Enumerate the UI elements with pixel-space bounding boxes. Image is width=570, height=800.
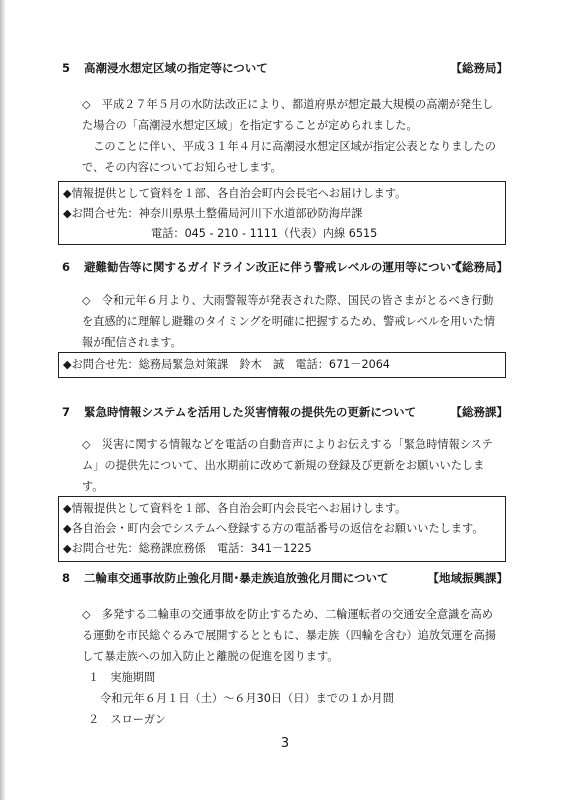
contact-line: ◆お問合せ先：総務課庶務係 電話：341－1225 — [63, 542, 312, 555]
section-title: 避難勧告等に関するガイドライン改正に伴う警戒レベルの運用等について — [84, 260, 463, 274]
section-6-heading — [62, 259, 508, 275]
paragraph: ◇ 多発する二輪車の交通事故を防止するため、二輪運転者の交通安全意識を高める運動を市民総ぐるみで展開するとともに、暴走族（四輪を含む）追放気運を高揚して暴走族への加入防止と離脱の促進を図ります。 — [82, 608, 496, 663]
list-item: １ 実施期間 — [88, 671, 156, 684]
paragraph: ◇ 災害に関する情報などを電話の自動音声によりお伝えする「緊急時情報システム」の提供先について、出水期前に改めて新規の登録及び更新をお願いいたします。 — [82, 438, 493, 493]
section-title: 高潮浸水想定区域の指定等について — [84, 61, 268, 75]
section-dept: 【地域振興課】 — [427, 571, 508, 585]
section-6-body — [82, 290, 502, 353]
request-line: ◆各自治会・町内会でシステムへ登録する方の電話番号の返信をお願いいたします。 — [63, 522, 484, 535]
section-5-heading — [62, 60, 508, 76]
info-line: ◆情報提供として資料を１部、各自治会町内会長宅へお届けします。 — [63, 502, 407, 515]
section-7-heading — [62, 404, 508, 420]
section-title: 二輪車交通事故防止強化月間･暴走族追放強化月間について — [84, 571, 389, 585]
phone-line: 電話：045 - 210 - 1111（代表）内線 6515 — [151, 227, 378, 240]
section-dept: 【総務課】 — [450, 405, 508, 419]
paragraph: ◇ 平成２７年５月の水防法改正により、都道府県が想定最大規模の高潮が発生した場合の「高潮浸水想定区域」を指定することが定められました。 — [82, 98, 494, 132]
contact-line: ◆お問合せ先：総務局緊急対策課 鈴木 誠 電話：671－2064 — [63, 358, 390, 371]
section-7-info-box — [58, 496, 506, 562]
list-item: ２ スローガン — [88, 713, 167, 726]
list-item: 令和元年６月１日（土）～６月30日（日）までの１か月間 — [100, 692, 394, 705]
info-line: ◆情報提供として資料を１部、各自治会町内会長宅へお届けします。 — [63, 187, 407, 200]
section-number: 5 — [62, 61, 71, 75]
section-7-body — [82, 434, 502, 497]
section-5-info-box — [58, 181, 506, 245]
section-8-heading — [62, 570, 508, 586]
paragraph: ◇ 令和元年６月より、大雨警報等が発表された際、国民の皆さまがとるべき行動を直感的に理解し避難のタイミングを明確に把握するため、警戒レベルを用いた情報が配信されます。 — [82, 294, 496, 349]
page-number: 3 — [280, 736, 290, 751]
section-number: 7 — [62, 405, 71, 419]
section-dept: 【総務局】 — [450, 260, 508, 274]
scan-shadow — [0, 0, 6, 800]
section-number: 8 — [62, 571, 71, 585]
section-5-body — [82, 94, 502, 178]
section-6-info-box — [58, 352, 506, 378]
section-title: 緊急時情報システムを活用した災害情報の提供先の更新について — [84, 405, 417, 419]
paragraph: このことに伴い、平成３１年４月に高潮浸水想定区域が指定公表となりましたので、その内容についてお知らせします。 — [82, 140, 496, 174]
contact-line: ◆お問合せ先：神奈川県県土整備局河川下水道部砂防海岸課 — [63, 207, 363, 220]
section-dept: 【総務局】 — [450, 61, 508, 75]
section-number: 6 — [62, 260, 71, 274]
section-8-body — [82, 604, 502, 730]
